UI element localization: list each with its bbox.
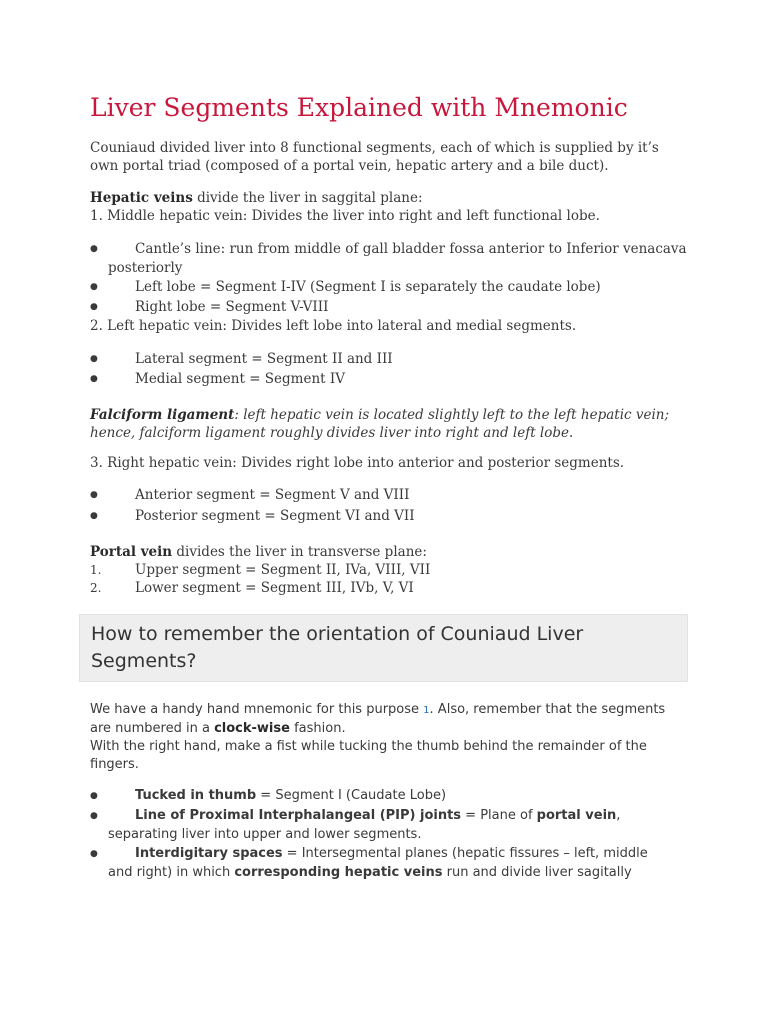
bullet-icon: ● (90, 354, 98, 364)
bullet-text: = Plane of (461, 808, 537, 823)
section-heading: How to remember the orientation of Couniaud Liver Segments? (91, 623, 584, 672)
bullet-term: Line of Proximal Interphalangeal (PIP) joints (135, 808, 462, 823)
bullet-text: Medial segment = Segment IV (135, 371, 345, 387)
bullet-icon: ● (90, 849, 98, 859)
hepatic-veins-rest: divide the liver in saggital plane: (192, 190, 423, 206)
portal-vein-rest: divides the liver in transverse plane: (172, 544, 427, 560)
list-item-upper-segment (90, 561, 690, 580)
bullet-term: Tucked in thumb (135, 788, 257, 803)
bullet-icon: ● (90, 244, 98, 254)
bullet-term: portal vein (536, 808, 617, 823)
mnemonic-text: We have a handy hand mnemonic for this purpose (90, 702, 424, 717)
left-hepatic-vein-item: 2. Left hepatic vein: Divides left lobe into lateral and medial segments. (90, 318, 577, 334)
bullet-cantle-line (90, 240, 690, 277)
mnemonic-paragraph (90, 701, 690, 774)
bullet-left-lobe (90, 278, 690, 297)
bullet-interdigitary-spaces (90, 845, 690, 882)
clockwise-term: clock-wise (214, 721, 290, 736)
bullet-icon: ● (90, 811, 98, 821)
bullet-text: = Segment I (Caudate Lobe) (256, 788, 447, 803)
list-item-lower-segment (90, 579, 690, 598)
hepatic-veins-heading (90, 189, 690, 207)
bullet-icon: ● (90, 282, 98, 292)
section-heading-box (79, 614, 688, 682)
bullet-text: Posterior segment = Segment VI and VII (135, 508, 415, 524)
mnemonic-text: fashion. (289, 721, 346, 736)
bullet-text: Anterior segment = Segment V and VIII (135, 487, 410, 503)
bullet-text-continuation: posteriorly (108, 259, 183, 276)
list-text: Lower segment = Segment III, IVb, V, VI (135, 580, 414, 596)
falciform-term: Falciform ligament (90, 407, 235, 423)
bullet-icon: ● (90, 490, 98, 500)
falciform-rest: : left hepatic vein is located slightly left to the left hepatic vein; hence, falciform ligament roughly divides liver into right and left lobe. (90, 407, 670, 441)
list-number: 1. (90, 563, 102, 577)
falciform-paragraph (90, 406, 690, 442)
bullet-lateral-segment (90, 350, 690, 369)
mnemonic-text: . Also, remember that the segments are numbered in a (90, 702, 666, 736)
bullet-icon: ● (90, 511, 98, 521)
intro-paragraph: Couniaud divided liver into 8 functional segments, each of which is supplied by it’s own portal triad (composed of a portal vein, hepatic artery and a bile duct). (90, 140, 659, 174)
page-title: Liver Segments Explained with Mnemonic (90, 93, 628, 122)
bullet-icon: ● (90, 791, 98, 801)
bullet-text: Right lobe = Segment V-VIII (135, 299, 329, 315)
bullet-text-continuation: and right) in which (108, 864, 235, 880)
bullet-pip-joints (90, 807, 690, 844)
bullet-text: , (616, 808, 621, 823)
bullet-text: Lateral segment = Segment II and III (135, 351, 393, 367)
bullet-medial-segment (90, 370, 690, 389)
hepatic-veins-term: Hepatic veins (90, 190, 193, 206)
bullet-text-continuation: run and divide liver sagitally (442, 864, 632, 880)
bullet-right-lobe (90, 298, 690, 317)
list-number: 2. (90, 581, 102, 595)
mnemonic-text: With the right hand, make a fist while tucking the thumb behind the remainder of the fingers. (90, 739, 647, 772)
bullet-text: Left lobe = Segment I-IV (Segment I is separately the caudate lobe) (135, 279, 601, 295)
bullet-term: Interdigitary spaces (135, 846, 283, 861)
portal-vein-heading (90, 543, 690, 561)
bullet-posterior-segment (90, 507, 690, 526)
middle-hepatic-vein-item: 1. Middle hepatic vein: Divides the liver into right and left functional lobe. (90, 208, 600, 224)
bullet-icon: ● (90, 302, 98, 312)
reference-link[interactable]: 1 (423, 705, 430, 716)
bullet-text: = Intersegmental planes (hepatic fissures – left, middle (282, 846, 648, 861)
bullet-anterior-segment (90, 486, 690, 505)
right-hepatic-vein-item: 3. Right hepatic vein: Divides right lobe into anterior and posterior segments. (90, 455, 625, 471)
bullet-tucked-thumb (90, 787, 690, 806)
bullet-text-continuation: separating liver into upper and lower segments. (108, 826, 422, 842)
bullet-term: corresponding hepatic veins (234, 864, 443, 880)
list-text: Upper segment = Segment II, IVa, VIII, VII (135, 562, 431, 578)
bullet-icon: ● (90, 374, 98, 384)
portal-vein-term: Portal vein (90, 544, 173, 560)
bullet-text: Cantle’s line: run from middle of gall bladder fossa anterior to Inferior venacava (135, 241, 687, 257)
